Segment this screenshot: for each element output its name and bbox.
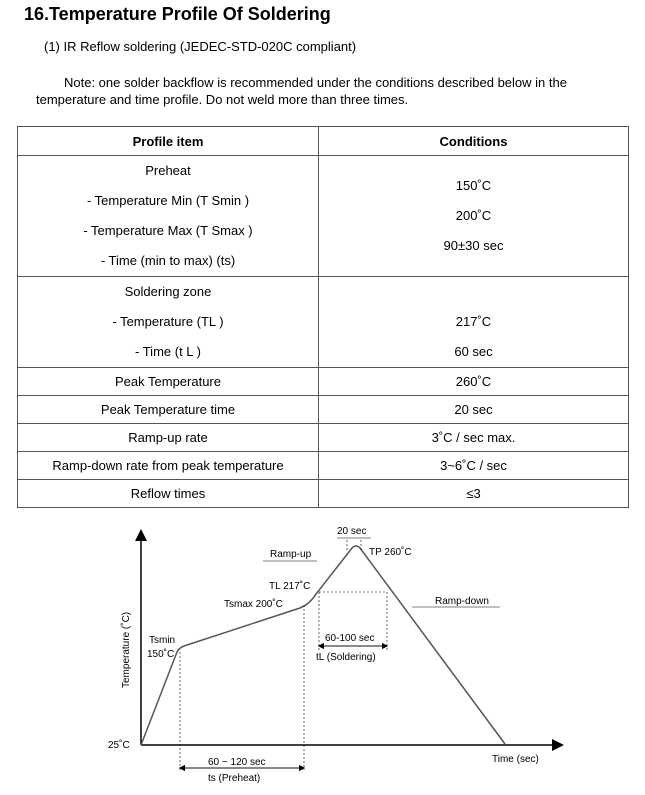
preheat-tmax-label: - Temperature Max (T Smax )	[83, 223, 253, 238]
tsmin-label: Tsmin	[149, 635, 176, 646]
soldering-items	[18, 277, 319, 368]
soldering-values	[319, 277, 629, 368]
header-profile-item: Profile item	[18, 127, 319, 156]
preheat-items	[18, 156, 319, 277]
tl-label: TL 217˚C	[269, 581, 311, 592]
note-line-2: temperature and time profile. Do not weld more than three times.	[36, 92, 409, 107]
tsmax-label: Tsmax 200˚C	[224, 599, 283, 610]
row-value: 20 sec	[319, 396, 629, 424]
soldering-time-label: - Time (t L )	[135, 344, 201, 359]
soldering-temp-value: 217˚C	[455, 314, 492, 329]
solder-time-label: 60-100 sec	[325, 633, 375, 644]
row-item: Peak Temperature	[18, 368, 319, 396]
table-row	[18, 368, 629, 396]
preheat-time-label: - Time (min to max) (ts)	[100, 253, 236, 268]
table-row	[18, 480, 629, 508]
table-row	[18, 452, 629, 480]
profile-curve	[141, 546, 505, 745]
preheat-tmax-value: 200˚C	[455, 208, 492, 223]
t25-label: 25˚C	[108, 740, 130, 751]
note-line-1: Note: one solder backflow is recommended under the conditions described below in the	[64, 75, 567, 90]
note-paragraph	[36, 74, 616, 108]
row-value: ≤3	[319, 480, 629, 508]
solder-zone-label: tL (Soldering)	[316, 652, 376, 663]
y-axis-label: Temperature (˚C)	[121, 611, 132, 688]
row-value: 3~6˚C / sec	[319, 452, 629, 480]
header-conditions: Conditions	[319, 127, 629, 156]
table-row-preheat	[18, 156, 629, 277]
profile-table	[17, 126, 629, 508]
row-value: 3˚C / sec max.	[319, 424, 629, 452]
subsection-title: (1) IR Reflow soldering (JEDEC-STD-020C compliant)	[44, 39, 357, 54]
row-item: Reflow times	[18, 480, 319, 508]
tp-label: TP 260˚C	[369, 547, 412, 558]
tsmin-value: 150˚C	[147, 649, 175, 660]
rampdown-label: Ramp-down	[435, 596, 489, 607]
preheat-values	[319, 156, 629, 277]
preheat-time-label: 60 ~ 120 sec	[208, 757, 266, 768]
row-item: Ramp-up rate	[18, 424, 319, 452]
table-header-row	[18, 127, 629, 156]
table-row	[18, 424, 629, 452]
table-row	[18, 396, 629, 424]
row-item: Ramp-down rate from peak temperature	[18, 452, 319, 480]
table-row-soldering	[18, 277, 629, 368]
row-item: Peak Temperature time	[18, 396, 319, 424]
soldering-time-value: 60 sec	[454, 344, 493, 359]
section-title: 16.Temperature Profile Of Soldering	[24, 4, 331, 24]
preheat-zone-label: ts (Preheat)	[208, 773, 261, 784]
soldering-temp-label: - Temperature (TL )	[112, 314, 224, 329]
preheat-tmin-value: 150˚C	[455, 178, 492, 193]
x-axis-label: Time (sec)	[492, 754, 539, 765]
preheat-label: Preheat	[145, 163, 191, 178]
peak-time-label: 20 sec	[337, 526, 367, 537]
soldering-label: Soldering zone	[124, 284, 212, 299]
preheat-time-value: 90±30 sec	[443, 238, 504, 253]
rampup-label: Ramp-up	[270, 549, 312, 560]
row-value: 260˚C	[319, 368, 629, 396]
preheat-tmin-label: - Temperature Min (T Smin )	[86, 193, 250, 208]
